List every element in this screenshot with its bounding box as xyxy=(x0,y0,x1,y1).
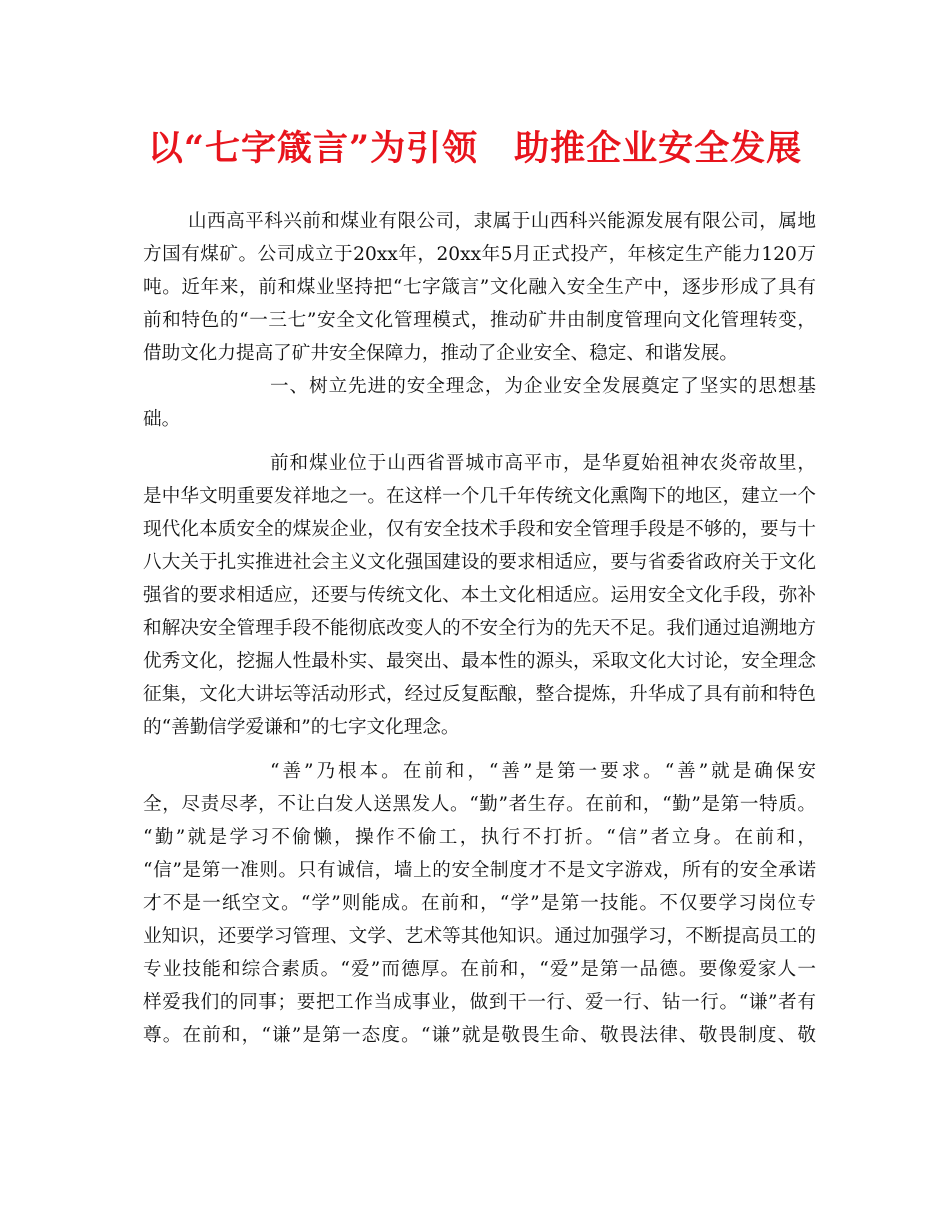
text-line: “善”乃根本。在前和，“善”是第一要求。“善”就是确保安 xyxy=(270,761,816,782)
text-line: 的“善勤信学爱谦和”的七字文化理念。 xyxy=(143,717,460,738)
text-line: 借助文化力提高了矿井安全保障力，推动了企业安全、稳定、和谐发展。 xyxy=(143,343,739,364)
text-line: 业知识，还要学习管理、文学、艺术等其他知识。通过加强学习，不断提高员工的 xyxy=(143,926,816,947)
text-line: 础。 xyxy=(143,409,181,430)
text-line: 是中华文明重要发祥地之一。在这样一个几千年传统文化熏陶下的地区，建立一个 xyxy=(143,486,816,507)
text-line: 八大关于扎实推进社会主义文化强国建设的要求相适应，要与省委省政府关于文化 xyxy=(143,552,816,573)
text-line: 征集，文化大讲坛等活动形式，经过反复酝酿，整合提炼，升华成了具有前和特色 xyxy=(143,684,816,705)
text-line: “勤”就是学习不偷懒，操作不偷工，执行不打折。“信”者立身。在前和， xyxy=(143,827,816,848)
paragraph-intro xyxy=(143,205,816,370)
text-line: “信”是第一准则。只有诚信，墙上的安全制度才不是文字游戏，所有的安全承诺 xyxy=(143,860,816,881)
text-line: 强省的要求相适应，还要与传统文化、本土文化相适应。运用安全文化手段，弥补 xyxy=(143,585,816,606)
text-line: 才不是一纸空文。“学”则能成。在前和，“学”是第一技能。不仅要学习岗位专 xyxy=(143,893,816,914)
text-line: 和解决安全管理手段不能彻底改变人的不安全行为的先天不足。我们通过追溯地方 xyxy=(143,618,816,639)
paragraph-seven-words xyxy=(143,755,816,1052)
text-line: 专业技能和综合素质。“爱”而德厚。在前和，“爱”是第一品德。要像爱家人一 xyxy=(143,959,816,980)
text-line: 尊。在前和，“谦”是第一态度。“谦”就是敬畏生命、敬畏法律、敬畏制度、敬 xyxy=(143,1025,816,1046)
text-line: 现代化本质安全的煤炭企业，仅有安全技术手段和安全管理手段是不够的，要与十 xyxy=(143,519,816,540)
text-line: 一、树立先进的安全理念，为企业安全发展奠定了坚实的思想基 xyxy=(270,376,816,397)
text-line: 方国有煤矿。公司成立于20xx年，20xx年5月正式投产，年核定生产能力120万 xyxy=(143,244,816,265)
paragraph-background xyxy=(143,447,816,744)
text-line: 前和特色的“一三七”安全文化管理模式，推动矿井由制度管理向文化管理转变， xyxy=(143,310,816,331)
text-line: 吨。近年来，前和煤业坚持把“七字箴言”文化融入安全生产中，逐步形成了具有 xyxy=(143,277,816,298)
text-line: 样爱我们的同事；要把工作当成事业，做到干一行、爱一行、钻一行。“谦”者有 xyxy=(143,992,816,1013)
document-body xyxy=(143,205,816,1052)
document-title: 以“七字箴言”为引领 助推企业安全发展 xyxy=(147,128,803,169)
section-heading-1 xyxy=(143,370,816,436)
text-line: 全，尽责尽孝，不让白发人送黑发人。“勤”者生存。在前和，“勤”是第一特质。 xyxy=(143,794,816,815)
text-line: 前和煤业位于山西省晋城市高平市，是华夏始祖神农炎帝故里， xyxy=(270,453,816,474)
text-line: 优秀文化，挖掘人性最朴实、最突出、最本性的源头，采取文化大讨论，安全理念 xyxy=(143,651,816,672)
text-line: 山西高平科兴前和煤业有限公司，隶属于山西科兴能源发展有限公司，属地 xyxy=(188,211,816,232)
